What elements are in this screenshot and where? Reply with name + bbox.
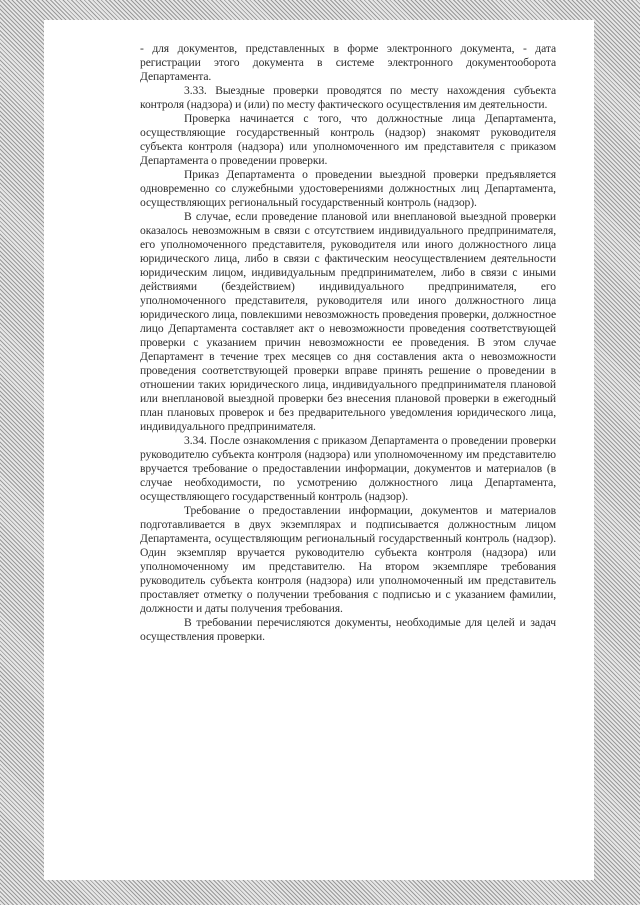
- paragraph-order-presentation: Приказ Департамента о проведении выездной проверки предъявляется одновременно со служебными удостоверениями должностных лиц Департамента, осуществляющих региональный государственный контроль (надзор).: [140, 168, 556, 209]
- paragraph-3-33: 3.33. Выездные проверки проводятся по месту нахождения субъекта контроля (надзора) и (или) по месту фактического осуществления им деятельности.: [140, 84, 556, 111]
- paragraph-requirement-copies: Требование о предоставлении информации, документов и материалов подготавливается в двух экземплярах и подписывается должностным лицом Департамента, осуществляющим региональный государственный контроль (надзор). Один экземпляр вручается руководителю субъекта контроля (надзора) или уполномоченному им представителю. На втором экземпляре требования руководитель субъекта контроля (надзора) или уполномоченный им представитель проставляет отметку о получении требования с подписью и с указанием фамилии, должности и даты получения требования.: [140, 504, 556, 615]
- paragraph-requirement-list: В требовании перечисляются документы, необходимые для целей и задач осуществления проверки.: [140, 616, 556, 643]
- paragraph-inspection-impossible: В случае, если проведение плановой или внеплановой выездной проверки оказалось невозможным в связи с отсутствием индивидуального предпринимателя, его уполномоченного представителя, руководителя или иного должностного лица юридического лица, либо в связи с фактическим неосуществлением деятельности юридическим лицом, индивидуальным предпринимателем, либо в связи с иными действиями (бездействием) индивидуального предпринимателя, его уполномоченного представителя, руководителя или иного должностного лица юридического лица, повлекшими невозможность проведения проверки, должностное лицо Департамента составляет акт о невозможности проведения соответствующей проверки с указанием причин невозможности ее проведения. В этом случае Департамент в течение трех месяцев со дня составления акта о невозможности проведения соответствующей проверки вправе принять решение о проведении в отношении таких юридического лица, индивидуального предпринимателя плановой или внеплановой выездной проверки без внесения плановой проверки в ежегодный план плановых проверок и без предварительного уведомления юридического лица, индивидуального предпринимателя.: [140, 210, 556, 433]
- document-body: [140, 42, 556, 644]
- paragraph-3-34: 3.34. После ознакомления с приказом Департамента о проведении проверки руководителю субъекта контроля (надзора) или уполномоченному им представителю вручается требование о предоставлении информации, документов и материалов (в случае необходимости, по усмотрению должностного лица Департамента, осуществляющего государственный контроль (надзор).: [140, 434, 556, 503]
- paragraph-electronic-document-date: - для документов, представленных в форме электронного документа, - дата регистрации этого документа в системе электронного документооборота Департамента.: [140, 42, 556, 83]
- document-page: [44, 20, 594, 880]
- paragraph-inspection-start: Проверка начинается с того, что должностные лица Департамента, осуществляющие государственный контроль (надзор) знакомят руководителя субъекта контроля (надзора) или уполномоченного им представителя с приказом Департамента о проведении проверки.: [140, 112, 556, 167]
